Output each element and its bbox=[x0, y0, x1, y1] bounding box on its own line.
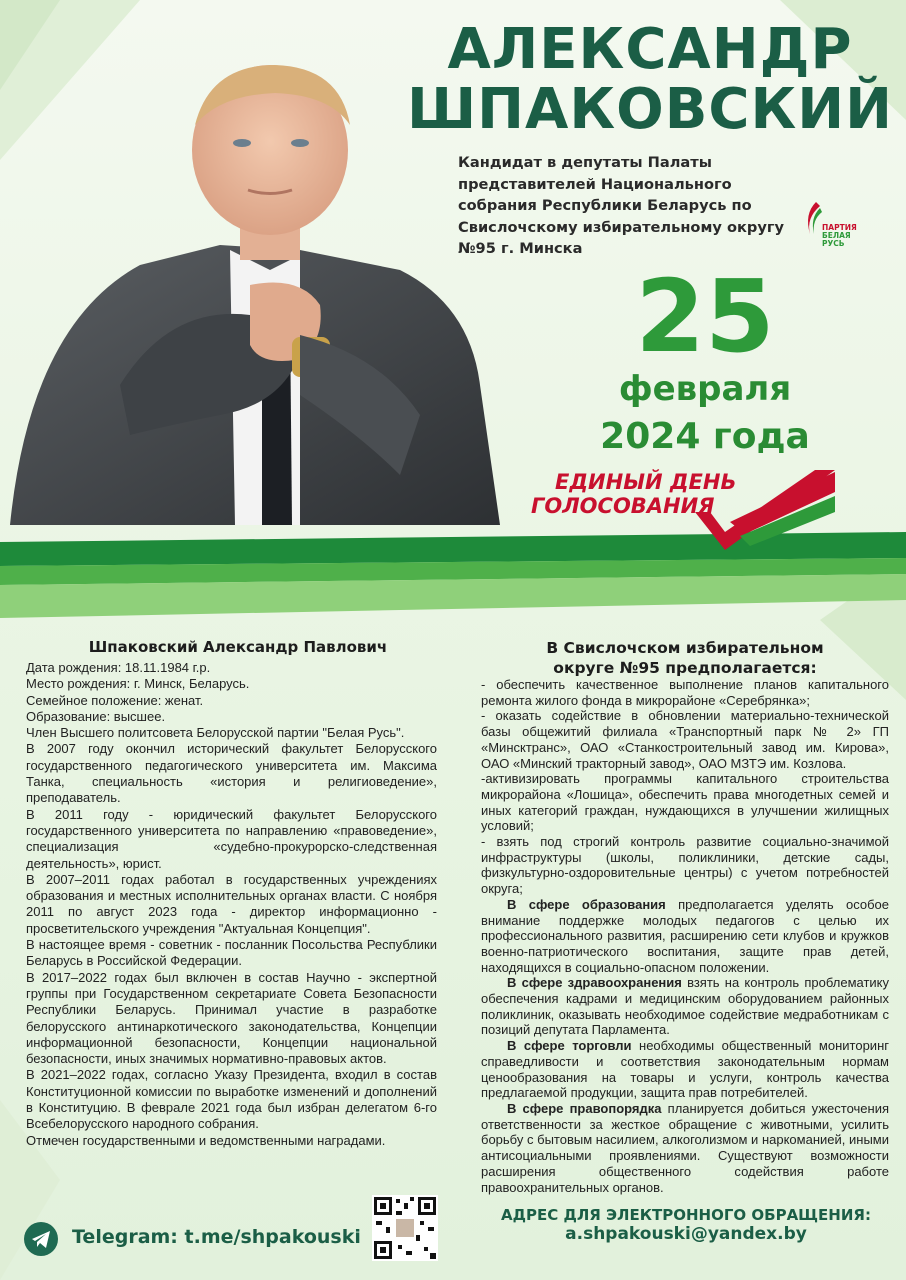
sphere-title: В сфере образования bbox=[507, 896, 666, 912]
bio-paragraph: В 2011 году - юридический факультет Белорусского государственного университета по направлению «правоведение», специализация «судебно-прокурорско-следственная деятельность», юрист. bbox=[26, 806, 437, 871]
email-heading: АДРЕС ДЛЯ ЭЛЕКТРОННОГО ОБРАЩЕНИЯ: bbox=[501, 1206, 871, 1224]
bio-paragraph: Член Высшего политсовета Белорусской партии "Белая Русь". bbox=[26, 725, 405, 741]
election-day: 25 bbox=[635, 258, 775, 375]
sphere-title: В сфере торговли bbox=[507, 1038, 632, 1054]
bio-paragraph: Отмечен государственными и ведомственными наградами. bbox=[26, 1132, 386, 1148]
plan-text bbox=[481, 677, 889, 1195]
plan-sphere: В сфере образования предполагается уделять особое внимание поддержке молодых педагогов с целью их профессионального развития, расширению сети клубов и кружков военно-патриотического воспитания, защите прав детей, находящихся в социально-опасном положении. bbox=[481, 896, 889, 975]
bio-text bbox=[26, 660, 437, 1149]
plan-sphere: В сфере правопорядка планируется добиться ужесточения ответственности за жесткое обращение с животными, усилить борьбу с бытовым насилием, алкоголизмом и наркоманией, иными антисоциальными проявлениями. Существуют возможности расширения общественного содействия работе правоохранительных органов. bbox=[481, 1100, 889, 1195]
bio-paragraph: В 2007–2011 годах работал в государственных учреждениях образования и местных исполнительных органах власти. С ноября 2011 по август 2023 года - директор информационно - просветительского учреждения "Актуальная Концепция". bbox=[26, 871, 437, 936]
voting-day-logo bbox=[525, 462, 845, 562]
bio-paragraph: В 2017–2022 годах был включен в состав Научно - экспертной группы при Государственном секретариате Совета Безопасности Республики Беларусь. Принимал участие в разработке белорусского антинаркотического законодательства, Концепции информационной безопасности, Концепции национальной безопасности, иных значимых нормативно-правовых актов. bbox=[26, 969, 437, 1067]
bio-paragraph: Место рождения: г. Минск, Беларусь. bbox=[26, 676, 250, 692]
plan-sphere: В сфере здравоохранения взять на контроль проблематику обеспечения кадрами и медицинским оборудованием районных поликлиник, оказывать необходимое содействие медработникам с позиций депутата Парламента. bbox=[481, 975, 889, 1038]
telegram-label: Telegram: t.me/shpakouski bbox=[72, 1226, 361, 1248]
party-logo bbox=[802, 196, 872, 246]
slogan-line2: ГОЛОСОВАНИЯ bbox=[531, 494, 715, 518]
telegram-link[interactable] bbox=[24, 1222, 369, 1256]
slogan-line1: ЕДИНЫЙ ДЕНЬ bbox=[555, 470, 737, 494]
bio-paragraph: Дата рождения: 18.11.1984 г.р. bbox=[26, 660, 211, 675]
plan-sphere: В сфере торговли необходимы общественный мониторинг справедливости и соответствия законодательным нормам ценообразования на товары и услуги, контроль качества предлагаемой продукции, защита прав потребителей. bbox=[481, 1038, 889, 1101]
email-address[interactable]: a.shpakouski@yandex.by bbox=[565, 1224, 807, 1244]
telegram-icon bbox=[24, 1222, 58, 1256]
plan-bullet: - оказать содействие в обновлении материально-технической базы общежитий филиала «Транспортный парк № 2» ГП «Минсктранс», ОАО «Станкостроительный завод им. Кирова», ОАО «Минский тракторный завод», ОАО МЗТЭ им. Козлова. bbox=[481, 708, 889, 771]
election-year: 2024 года bbox=[600, 416, 810, 457]
sphere-title: В сфере правопорядка bbox=[507, 1100, 662, 1116]
party-emblem-icon bbox=[802, 200, 822, 236]
qr-code[interactable] bbox=[372, 1195, 438, 1261]
plan-bullet: -активизировать программы капитального строительства микрорайона «Лошица», обеспечить права многодетных семей и иных категорий граждан, нуждающихся в улучшении жилищных условий; bbox=[481, 771, 889, 834]
party-name: ПАРТИЯ БЕЛАЯ РУСЬ bbox=[822, 223, 857, 248]
bio-paragraph: Образование: высшее. bbox=[26, 708, 166, 724]
plan-bullet: - взять под строгий контроль развитие социально-значимой инфраструктуры (школы, поликлиники, детские сады, физкультурно-оздоровительные центры) с учетом потребностей округа; bbox=[481, 834, 889, 897]
candidate-name bbox=[400, 17, 900, 142]
bio-heading: Шпаковский Александр Павлович bbox=[88, 638, 388, 656]
plan-heading: В Свислочском избирательном округе №95 предполагается: bbox=[546, 639, 824, 677]
bio-paragraph: В 2007 году окончил исторический факультет Белорусского государственного педагогического университета им. Максима Танка, специальность «история и религиоведение», преподаватель. bbox=[26, 741, 437, 806]
candidate-first-name: АЛЕКСАНДР bbox=[447, 17, 853, 82]
sphere-title: В сфере здравоохранения bbox=[507, 975, 682, 991]
bio-paragraph: Семейное положение: женат. bbox=[26, 692, 204, 708]
bio-paragraph: В 2021–2022 годах, согласно Указу Президента, входил в состав Конституционной комиссии по выработке изменений и дополнений в Конституцию. В феврале 2021 года был избран делегатом 6-го Всебелорусского народного собрания. bbox=[26, 1067, 437, 1132]
election-month: февраля bbox=[618, 369, 792, 409]
candidate-last-name: ШПАКОВСКИЙ bbox=[406, 77, 894, 142]
candidate-subtitle: Кандидат в депутаты Палаты представителей Национального собрания Республики Беларусь по Свислочскому избирательному округу №95 г. Минска bbox=[458, 154, 785, 257]
plan-bullet: - обеспечить качественное выполнение планов капитального ремонта жилого фонда в микрорайоне «Серебрянка»; bbox=[481, 677, 889, 708]
bio-paragraph: В настоящее время - советник - посланник Посольства Республики Беларусь в Российской Федерации. bbox=[26, 937, 437, 969]
